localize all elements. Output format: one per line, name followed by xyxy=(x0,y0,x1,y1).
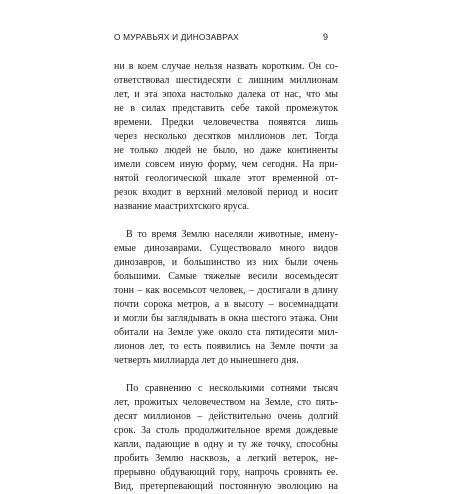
text-line: название маастрихтского яруса. xyxy=(114,201,250,212)
text-line: имели совсем иную форму, чем сегодня. На при- xyxy=(114,159,338,170)
text-line: емые динозаврами. Существовало много видов xyxy=(114,243,338,254)
text-line: обитали на Земле уже около ста пятидесяти мил- xyxy=(114,327,338,338)
text-line: десят миллионов – действительно очень долгий xyxy=(114,411,338,422)
text-line: пробить Землю насквозь, а легкий ветерок, не- xyxy=(114,453,338,464)
text-line: срок. За столь продолжительное время дождевые xyxy=(114,425,338,436)
text-line: капли, падающие в одну и ту же точку, способны xyxy=(114,439,338,450)
text-line: большими. Самые тяжелые весили восемьдесят xyxy=(114,271,338,282)
running-head xyxy=(114,32,338,48)
text-line: не только людей не было, но даже континенты xyxy=(114,145,338,156)
text-line: нятой геологической шкале этот временной от- xyxy=(114,173,338,184)
running-title: О МУРАВЬЯХ И ДИНОЗАВРАХ xyxy=(114,32,239,42)
text-line: По сравнению с несколькими сотнями тысяч xyxy=(126,383,338,394)
text-line: прерывно обдувающий гору, напрочь сровнять ее. xyxy=(114,467,338,478)
text-line: тонн – как восемьсот человек, – достигали в длину xyxy=(114,285,338,296)
paragraph-gap xyxy=(114,368,338,382)
page-number: 9 xyxy=(322,32,328,42)
text-line: лет, прожитых человечеством на Земле, сто пять- xyxy=(114,397,338,408)
text-line: почти сорока метров, а в высоту – восемнадцати xyxy=(114,299,338,310)
text-line: времени. Предки человечества появятся лишь xyxy=(114,117,338,128)
text-line: ни в коем случае нельзя назвать коротким. Он со- xyxy=(114,61,338,72)
text-line: не в силах представить себе такой промежуток xyxy=(114,103,338,114)
text-line: и могли бы заглядывать в окна шестого этажа. Они xyxy=(114,313,338,324)
text-line: через несколько десятков миллионов лет. Тогда xyxy=(114,131,338,142)
body-text xyxy=(114,60,338,494)
paragraph-gap xyxy=(114,214,338,228)
text-line: динозавров, и большинство из них были очень xyxy=(114,257,338,268)
text-line: В то время Землю населяли животные, имену- xyxy=(126,229,338,240)
text-line: лет, и эта эпоха настолько далека от нас, что мы xyxy=(114,89,338,100)
text-line: четверть миллиарда лет до нынешнего дня. xyxy=(114,355,299,366)
text-line: Вид, претерпевающий постоянную эволюцию на xyxy=(114,481,338,492)
text-line: ответствовал шестидесяти с лишним миллионам xyxy=(114,75,338,86)
book-page xyxy=(114,32,338,494)
text-line: лионов лет, то есть появились на Земле почти за xyxy=(114,341,338,352)
text-line: резок входит в верхний меловой период и носит xyxy=(114,187,338,198)
